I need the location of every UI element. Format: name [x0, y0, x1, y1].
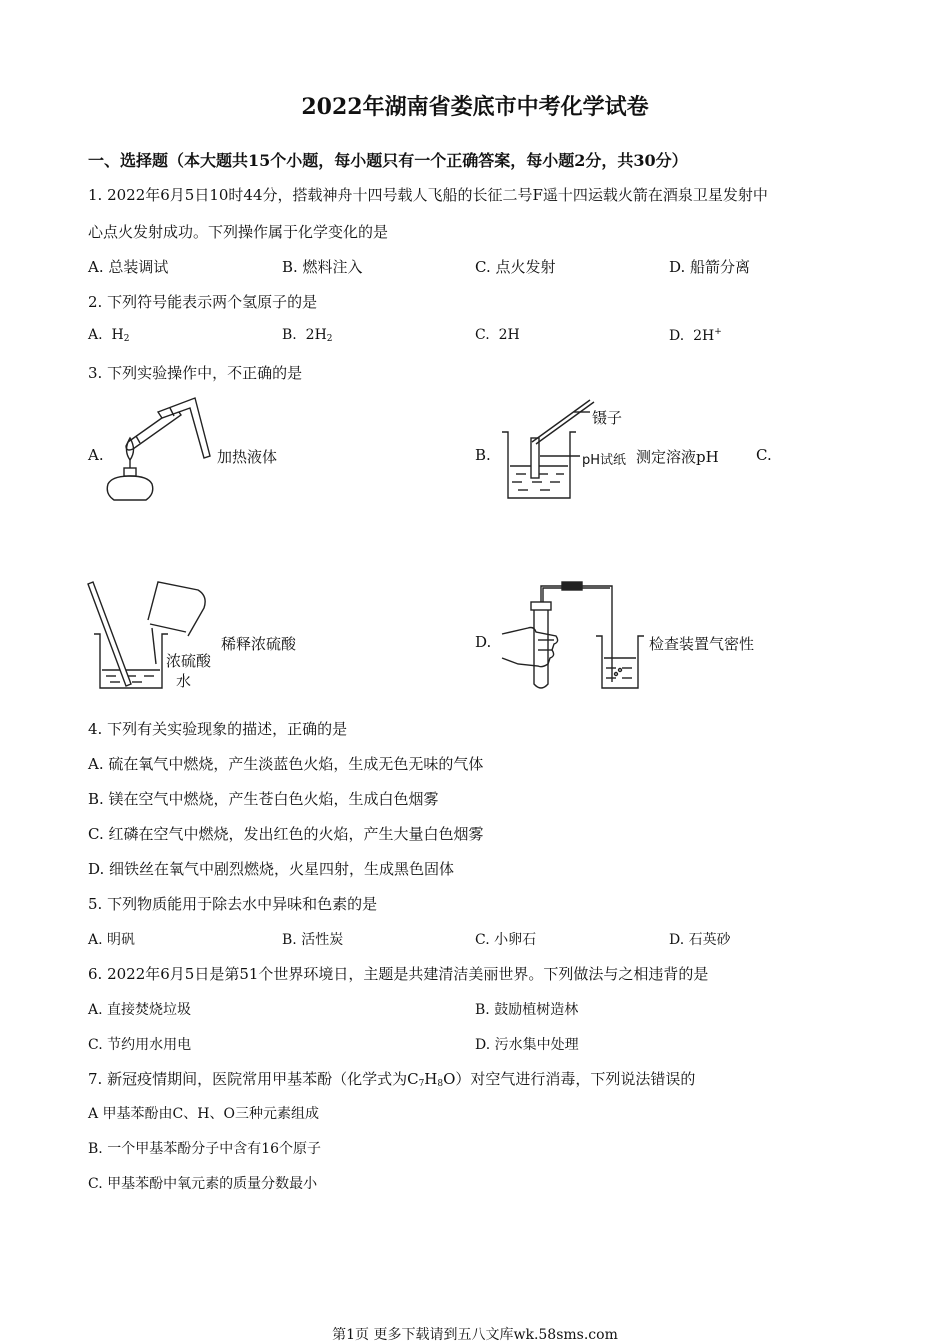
q4-option-b: B. 镁在空气中燃烧，产生苍白色火焰，生成白色烟雾 — [88, 790, 439, 808]
water-label: 水 — [176, 672, 192, 690]
q3-option-d-label: D. — [475, 633, 492, 651]
q3-option-b-text: 测定溶液pH — [636, 448, 719, 466]
q6-stem: 6. 2022年6月5日是第51个世界环境日，主题是共建清洁美丽世界。下列做法与之相违背的是 — [88, 965, 709, 983]
q2-stem: 2. 下列符号能表示两个氢原子的是 — [88, 293, 318, 311]
q1-option-c: C. 点火发射 — [475, 258, 556, 276]
q4-option-c: C. 红磷在空气中燃烧，发出红色的火焰，产生大量白色烟雾 — [88, 825, 484, 843]
q2-option-c: C. 2H — [475, 327, 520, 343]
dilute-acid-figure — [86, 576, 216, 692]
q2-option-a-label: A. — [88, 327, 103, 343]
q2-option-b-label: B. — [282, 327, 297, 343]
q5-option-d: D. 石英砂 — [669, 932, 731, 948]
q5-option-c: C. 小卵石 — [475, 932, 537, 948]
q4-stem: 4. 下列有关实验现象的描述，正确的是 — [88, 720, 348, 738]
q2-option-d: D. 2H+ — [669, 327, 722, 344]
q7-option-c: C. 甲基苯酚中氧元素的质量分数最小 — [88, 1176, 318, 1192]
acid-label: 浓硫酸 — [166, 652, 212, 670]
q6-option-b: B. 鼓励植树造林 — [475, 1002, 579, 1018]
q2-option-c-label: C. — [475, 327, 490, 343]
q1-option-d: D. 船箭分离 — [669, 258, 751, 276]
q4-option-d: D. 细铁丝在氧气中剧烈燃烧，火星四射，生成黑色固体 — [88, 860, 455, 878]
q1-stem-line2: 心点火发射成功。下列操作属于化学变化的是 — [88, 223, 389, 241]
q3-option-a-label: A. — [88, 446, 104, 464]
q2-option-d-label: D. — [669, 328, 685, 344]
tweezers-label: 镊子 — [592, 409, 623, 427]
q2-option-b: B. $2H_2$ — [282, 327, 333, 344]
q6-option-a: A. 直接焚烧垃圾 — [88, 1002, 192, 1018]
page-footer: 第1页 更多下载请到五八文库wk.58sms.com — [332, 1327, 618, 1343]
q3-option-a-text: 加热液体 — [217, 448, 278, 466]
q3-option-b-label: B. — [475, 446, 491, 464]
q1-stem-line1: 1. 2022年6月5日10时44分，搭载神舟十四号载人飞船的长征二号F遥十四运载火箭在酒泉卫星发射中 — [88, 186, 768, 204]
q1-option-a: A. 总装调试 — [88, 258, 169, 276]
q5-option-b: B. 活性炭 — [282, 932, 344, 948]
q3-option-d-text: 检查装置气密性 — [649, 635, 755, 653]
q2-option-a: A. $H_2$ — [88, 327, 130, 344]
q7-stem: 7. 新冠疫情期间，医院常用甲基苯酚（化学式为$C_7H_8O$）对空气进行消毒，下列说法错误的 — [88, 1070, 696, 1089]
page-title: 2022年湖南省娄底市中考化学试卷 — [301, 94, 649, 120]
q3-stem: 3. 下列实验操作中，不正确的是 — [88, 364, 303, 382]
q4-option-a: A. 硫在氧气中燃烧，产生淡蓝色火焰，生成无色无味的气体 — [88, 755, 484, 773]
section-heading: 一、选择题（本大题共15个小题，每小题只有一个正确答案，每小题2分，共30分） — [88, 151, 688, 170]
q6-option-c: C. 节约用水用电 — [88, 1037, 192, 1053]
q3-option-c-label: C. — [756, 446, 772, 464]
q5-stem: 5. 下列物质能用于除去水中异味和色素的是 — [88, 895, 378, 913]
q7-option-b: B. 一个甲基苯酚分子中含有16个原子 — [88, 1141, 322, 1157]
heating-liquid-figure — [100, 394, 215, 506]
q3-option-c-text: 稀释浓硫酸 — [221, 635, 297, 653]
ph-paper-label: pH试纸 — [582, 453, 627, 468]
q1-option-b: B. 燃料注入 — [282, 258, 363, 276]
q5-option-a: A. 明矾 — [88, 932, 136, 948]
q6-option-d: D. 污水集中处理 — [475, 1037, 579, 1053]
q7-option-a: A 甲基苯酚由C、H、O三种元素组成 — [88, 1106, 319, 1122]
airtight-check-figure — [498, 578, 646, 694]
